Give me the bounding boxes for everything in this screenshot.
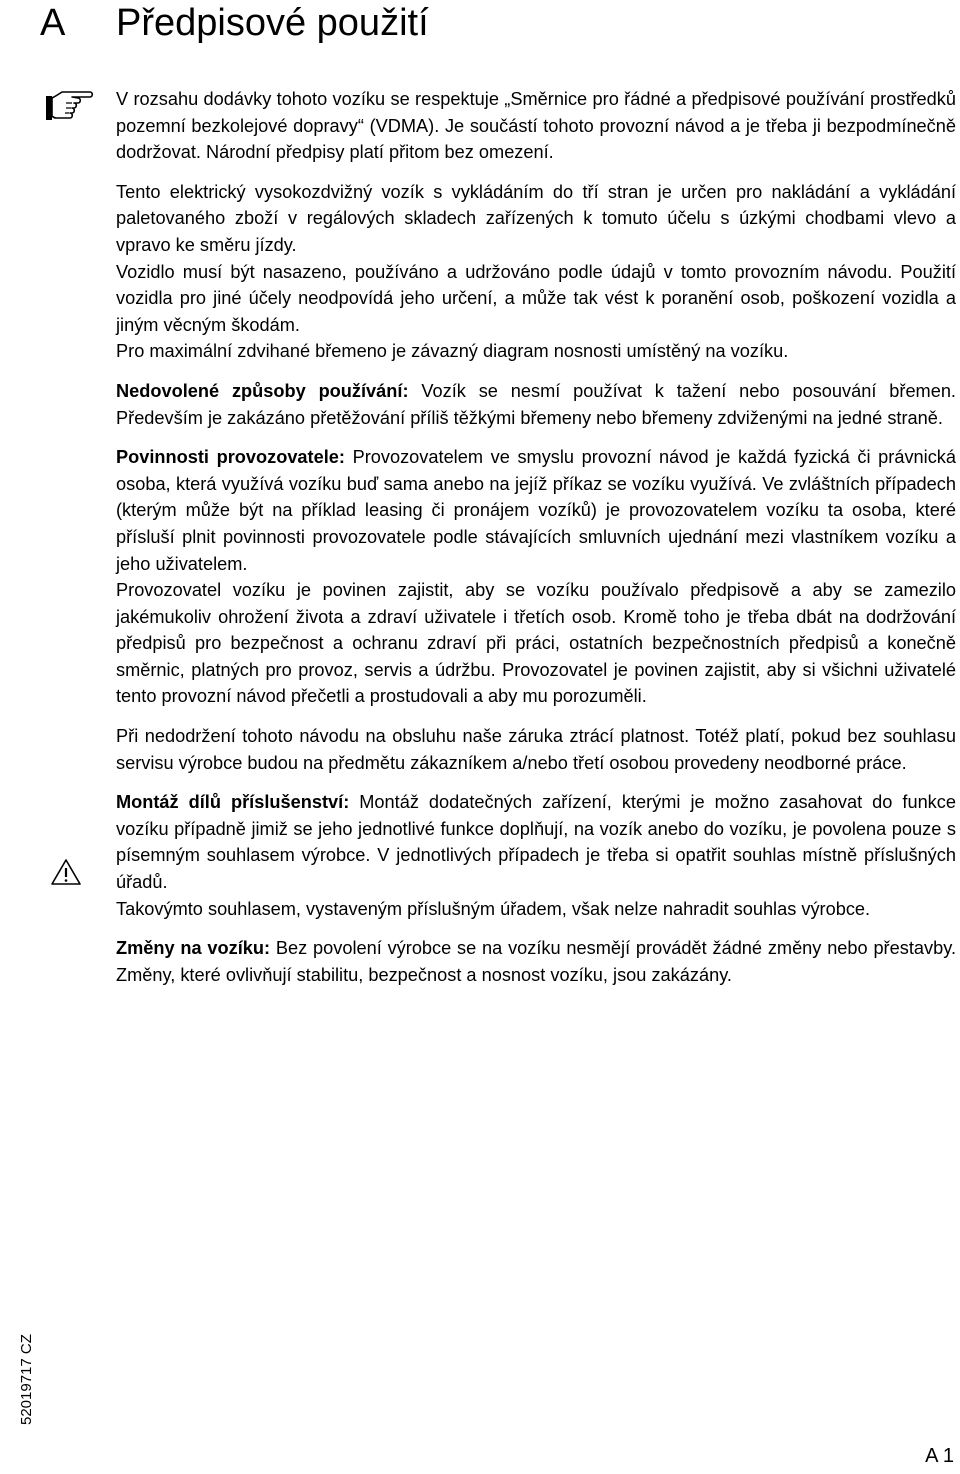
warning-triangle-icon bbox=[50, 858, 82, 886]
prohibited-use-text: Vozík se nesmí používat k tažení nebo posouvání břemen. Především je zakázáno přetěžování příliš těžkými břemeny nebo břemeny zdviženými na jedné straně. bbox=[116, 380, 956, 428]
paragraph-operator-duties bbox=[116, 444, 956, 577]
main-content bbox=[116, 86, 956, 988]
paragraph-intended-use: Tento elektrický vysokozdvižný vozík s vykládáním do tří stran je určen pro nakládání a vykládání paletovaného zboží v regálových skladech zařízených k tomuto účelu s úzkými chodbami vlevo a vpravo ke směru jízdy. bbox=[116, 181, 956, 255]
accessories-label: Montáž dílů příslušenství: bbox=[116, 792, 350, 813]
pointing-hand-icon bbox=[44, 86, 96, 122]
prohibited-use-label: Nedovolené způsoby používání: bbox=[116, 380, 409, 401]
paragraph-authority-consent: Takovýmto souhlasem, vystaveným příslušným úřadem, však nelze nahradit souhlas výrobce. bbox=[116, 898, 871, 919]
paragraph-prohibited-use bbox=[116, 378, 956, 431]
modifications-text: Bez povolení výrobce se na vozíku nesmějí provádět žádné změny nebo přestavby. Změny, které ovlivňují stabilitu, bezpečnost a nosnost vozíku, jsou zakázány. bbox=[116, 938, 956, 985]
operator-duties-label: Povinnosti provozovatele: bbox=[116, 447, 345, 468]
paragraph-warranty-warning: Při nedodržení tohoto návodu na obsluhu naše záruka ztrácí platnost. Totéž platí, pokud bez souhlasu servisu výrobce budou na předmětu zákazníkem a/nebo třetí osobou provedeny neodborné práce. bbox=[116, 726, 956, 773]
paragraph-operation: Vozidlo musí být nasazeno, používáno a udržováno podle údajů v tomto provozním návodu. Použití vozidla pro jiné účely neodpovídá jeho určení, a může tak vést k poranění osob, poškození vozidla a jiným věcným škodám. bbox=[116, 261, 956, 335]
paragraph-operator-obligations: Provozovatel vozíku je povinen zajistit, aby se vozíku používalo předpisově a aby se zamezilo jakémukoliv ohrožení života a zdraví uživatele i třetích osob. Kromě toho je třeba dbát na dodržování předpisů pro bezpečnost a ochranu zdraví při práci, ostatních bezpečnostních předpisů a konečně směrnic, platných pro provoz, servis a údržbu. Provozovatel je povinen zajistit, aby si všichni uživatelé tento provozní návod přečetli a prostudovali a aby mu porozuměli. bbox=[116, 580, 956, 707]
page-title: Předpisové použití bbox=[116, 2, 429, 44]
paragraph-accessories bbox=[116, 789, 956, 895]
page-number: A 1 bbox=[925, 1445, 954, 1467]
chapter-letter: A bbox=[40, 2, 66, 44]
accessories-text: Montáž dodatečných zařízení, kterými je možno zasahovat do funkce vozíku případně jimiž se jeho jednotlivé funkce doplňují, na vozík anebo do vozíku, je povolena pouze s písemným souhlasem výrobce. V jednotlivých případech je třeba si opatřit souhlas místně příslušných úřadů. bbox=[116, 792, 956, 893]
operator-duties-text: Provozovatelem ve smyslu provozní návod je každá fyzická či právnická osoba, která využívá vozíku buď sama anebo na jejíž příkaz se vozíku využívá. Ve zvláštních případech (kterým může být na příklad leasing či pronájem vozíků) je provozovatelem vozíku ta osoba, které přísluší plnit povinnosti provozovatele podle stávajících smluvních ujednání mezi vlastníkem vozíku a jeho uživatelem. bbox=[116, 447, 956, 574]
paragraph-vdma: V rozsahu dodávky tohoto vozíku se respektuje „Směrnice pro řádné a předpisové používání prostředků pozemní bezkolejové dopravy“ (VDMA). Je součástí tohoto provozní návod a je třeba ji bezpodmínečně dodržovat. Národní předpisy platí přitom bez omezení. bbox=[116, 89, 956, 163]
paragraph-load-diagram: Pro maximální zdvihané břemeno je závazný diagram nosnosti umístěný na vozíku. bbox=[116, 341, 789, 362]
paragraph-modifications bbox=[116, 935, 956, 988]
modifications-label: Změny na vozíku: bbox=[116, 938, 271, 959]
document-code: 52019717 CZ bbox=[18, 1334, 35, 1425]
